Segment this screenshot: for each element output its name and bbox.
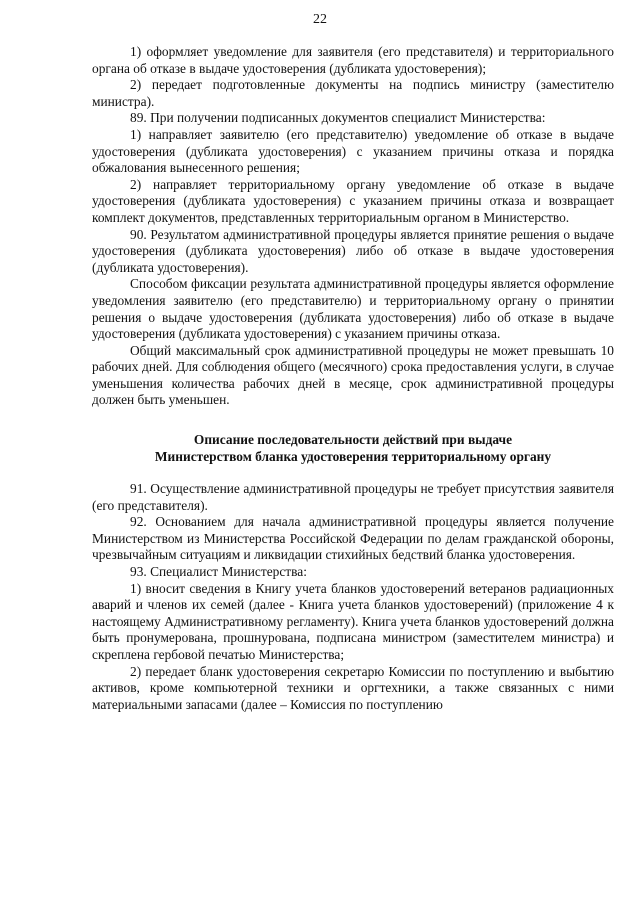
paragraph: 91. Осуществление административной процедуры не требует присутствия заявителя (его представителя). [92,481,614,513]
section-heading [92,431,614,465]
paragraph: 1) оформляет уведомление для заявителя (его представителя) и территориального органа об отказе в выдаче удостоверения (дубликата удостоверения); [92,44,614,76]
document-body [92,44,614,713]
page-number: 22 [313,12,327,27]
paragraph: Общий максимальный срок административной процедуры не может превышать 10 рабочих дней. Для соблюдения общего (месячного) срока предоставления услуги, в случае уменьшения количества рабочих дней в месяце, срок административной процедуры должен быть уменьшен. [92,342,614,408]
paragraph: 89. При получении подписанных документов специалист Министерства: [130,110,546,126]
paragraph: 2) направляет территориальному органу уведомление об отказе в выдаче удостоверения (дубликата удостоверения) с указанием причины отказа и возвращает комплект документов, представленных территориальным органом в Министерство. [92,176,614,225]
section-heading-line: Министерством бланка удостоверения территориальному органу [154,449,552,465]
paragraph: 1) направляет заявителю (его представителю) уведомление об отказе в выдаче удостоверения (дубликата удостоверения) с указанием причины отказа и порядка обжалования вынесенного решения; [92,126,614,176]
paragraph: 93. Специалист Министерства: [130,564,307,580]
paragraph: Способом фиксации результата административной процедуры является оформление уведомления заявителю (его представителю) и территориальному органу о принятии решения о выдаче удостоверения (дубликата удостоверения) либо об отказе в выдаче удостоверения (дубликата удостоверения) с указанием причины отказа. [92,276,614,342]
paragraph: 2) передает бланк удостоверения секретарю Комиссии по поступлению и выбытию активов, кроме компьютерной техники и оргтехники, а также связанных с ними материальными запасами (далее – Комиссия по поступлению [92,663,614,712]
paragraph: 90. Результатом административной процедуры является принятие решения о выдаче удостоверения (дубликата удостоверения) либо об отказе в выдаче удостоверения (дубликата удостоверения). [92,226,614,275]
paragraph: 2) передает подготовленные документы на подпись министру (заместителю министра). [92,77,614,109]
paragraph: 1) вносит сведения в Книгу учета бланков удостоверений ветеранов радиационных аварий и членов их семей (далее - Книга учета бланков удостоверений) (приложение 4 к настоящему Административному регламенту). Книга учета бланков удостоверений должна быть пронумерована, прошнурована, подписана министром (заместителем министра) и скреплена гербовой печатью Министерства; [92,580,614,662]
paragraph: 92. Основанием для начала административной процедуры является получение Министерством из Министерства Российской Федерации по делам гражданской обороны, чрезвычайным ситуациям и ликвидации стихийных бедствий бланка удостоверения. [92,514,614,563]
section-heading-line: Описание последовательности действий при выдаче [193,432,513,448]
